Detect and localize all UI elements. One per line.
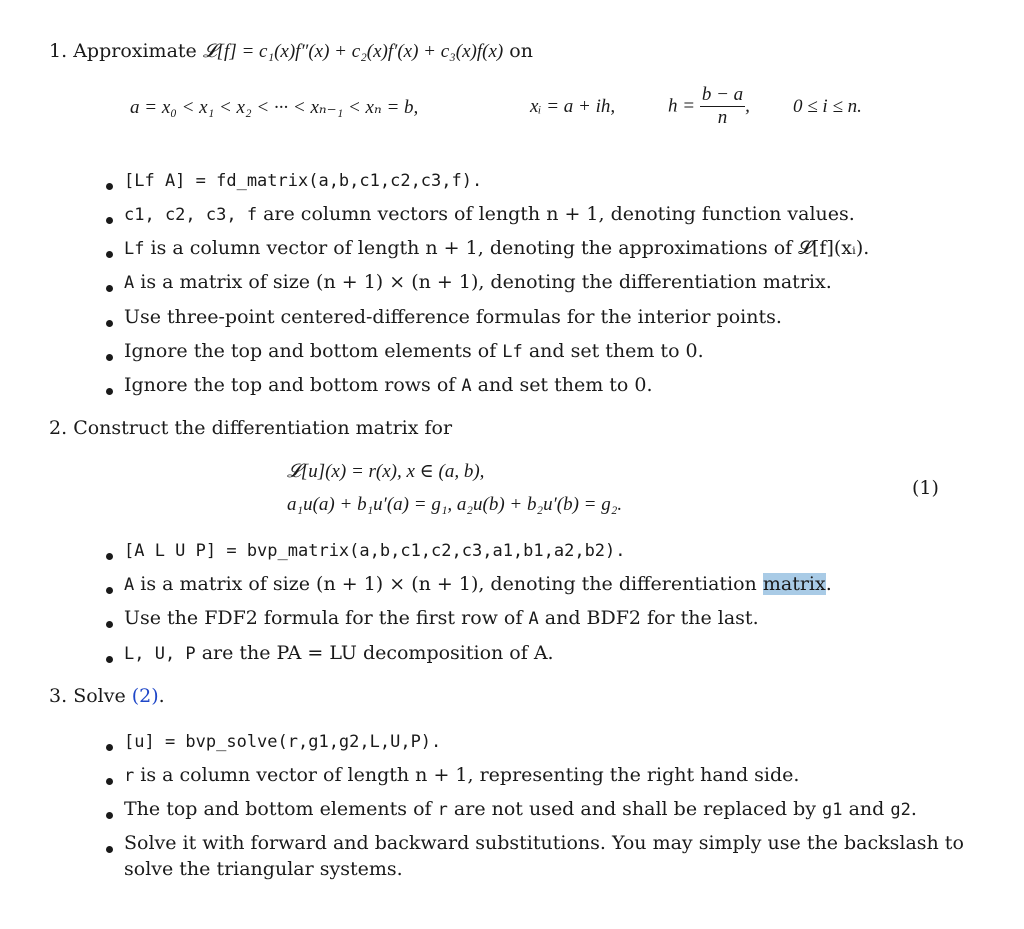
list-item <box>124 306 782 328</box>
item-text: and BDF2 for the last. <box>544 607 759 629</box>
list-item <box>124 203 855 225</box>
bvp-equation-line-2 <box>287 494 622 516</box>
equation-text: 𝓛[u](x) = r(x), x ∈ (a, b), <box>287 461 485 482</box>
h-comma: , <box>745 95 750 117</box>
list-item <box>124 237 869 259</box>
item-text: Use the FDF2 formula for the first row of <box>124 607 523 629</box>
item-text: The top and bottom elements of <box>124 798 432 820</box>
section-number: 1. <box>49 40 68 62</box>
bullet-dot <box>106 744 113 751</box>
code-inline: A <box>124 273 135 293</box>
list-item <box>124 573 832 595</box>
index-range <box>793 96 862 118</box>
list-item <box>124 271 832 293</box>
bullet-dot <box>106 656 113 663</box>
heading-text: on <box>509 40 533 62</box>
code-inline: c1, c2, c3, f <box>124 205 258 225</box>
section-1-heading <box>49 40 533 63</box>
list-item <box>124 169 482 191</box>
item-text: Use three-point centered-difference formulas for the interior points. <box>124 306 782 328</box>
bullet-dot <box>106 778 113 785</box>
code-inline: Lf <box>502 342 523 362</box>
code-inline: Lf <box>124 239 145 259</box>
list-item-continuation <box>124 858 403 880</box>
code-signature: [A L U P] = bvp_matrix(a,b,c1,c2,c3,a1,b1,a2,b2). <box>124 541 626 561</box>
bullet-dot <box>106 846 113 853</box>
bullet-dot <box>106 320 113 327</box>
item-text: . <box>910 798 917 820</box>
item-text: is a column vector of length n + 1, representing the right hand side. <box>140 764 800 786</box>
equation-text: a₁u(a) + b₁u′(a) = g₁, a₂u(b) + b₂u′(b) = g₂. <box>287 494 623 515</box>
grid-points: a = x₀ < x₁ < x₂ < ··· < xₙ₋₁ < xₙ = b, <box>130 97 419 118</box>
section-number: 2. <box>49 417 68 439</box>
list-item <box>124 798 917 820</box>
code-inline: g2 <box>890 800 911 820</box>
grid-equation <box>130 96 418 119</box>
list-item <box>124 730 441 752</box>
code-inline: r <box>437 800 448 820</box>
h-denominator: n <box>717 107 728 128</box>
item-text: Solve it with forward and backward substitutions. You may simply use the backslash to <box>124 832 964 854</box>
code-inline: L, U, P <box>124 644 196 664</box>
bullet-dot <box>106 553 113 560</box>
list-item <box>124 764 799 786</box>
heading-text: Solve <box>73 685 126 707</box>
equation-number: (1) <box>912 477 939 499</box>
operator-formula: 𝓛[f] = c₁(x)f″(x) + c₂(x)f′(x) + c₃(x)f(x) <box>202 41 504 62</box>
xi-equation <box>530 96 615 118</box>
code-signature: [Lf A] = fd_matrix(a,b,c1,c2,c3,f). <box>124 171 483 191</box>
code-inline: A <box>528 609 539 629</box>
bullet-dot <box>106 251 113 258</box>
code-inline: A <box>124 575 135 595</box>
code-signature: [u] = bvp_solve(r,g1,g2,L,U,P). <box>124 732 442 752</box>
equation-reference-link[interactable]: (2) <box>131 685 159 707</box>
item-text: Ignore the top and bottom rows of <box>124 374 456 396</box>
code-inline: A <box>461 376 472 396</box>
bullet-dot <box>106 812 113 819</box>
code-inline: g1 <box>822 800 843 820</box>
item-text: and set them to 0. <box>477 374 653 396</box>
list-item <box>124 539 626 561</box>
list-item <box>124 340 704 362</box>
item-text: and <box>848 798 885 820</box>
list-item <box>124 642 554 664</box>
bullet-dot <box>106 587 113 594</box>
h-fraction <box>700 84 745 129</box>
item-text: and set them to 0. <box>528 340 704 362</box>
section-2-heading <box>49 417 452 439</box>
heading-text: Construct the differentiation matrix for <box>73 417 453 439</box>
code-inline: r <box>124 766 135 786</box>
section-number: 3. <box>49 685 68 707</box>
item-text: is a column vector of length n + 1, denoting the approximations of 𝓛[f](xᵢ). <box>150 237 870 259</box>
item-text: are column vectors of length n + 1, denoting function values. <box>263 203 855 225</box>
section-3-heading <box>49 685 165 707</box>
index-range-text: 0 ≤ i ≤ n. <box>793 96 862 117</box>
heading-text: . <box>158 685 165 707</box>
item-text: is a matrix of size (n + 1) × (n + 1), denoting the differentiation matrix. <box>140 271 832 293</box>
bullet-dot <box>106 217 113 224</box>
list-item <box>124 607 759 629</box>
text-selection-highlight[interactable]: matrix <box>762 573 826 595</box>
heading-text: Approximate <box>73 40 197 62</box>
bvp-equation-line-1 <box>287 460 484 483</box>
bullet-dot <box>106 285 113 292</box>
item-text: is a matrix of size (n + 1) × (n + 1), denoting the differentiation <box>140 573 757 595</box>
item-text: . <box>825 573 832 595</box>
bullet-dot <box>106 621 113 628</box>
item-text: are the PA = LU decomposition of A. <box>201 642 554 664</box>
item-text: Ignore the top and bottom elements of <box>124 340 497 362</box>
h-numerator: b − a <box>701 84 744 105</box>
list-item <box>124 374 653 396</box>
bullet-dot <box>106 354 113 361</box>
h-lhs: h = <box>668 95 696 117</box>
xi-definition: xᵢ = a + ih, <box>530 96 616 117</box>
bullet-dot <box>106 388 113 395</box>
item-text: are not used and shall be replaced by <box>453 798 816 820</box>
list-item <box>124 832 964 854</box>
equation-label <box>912 477 939 499</box>
item-text: solve the triangular systems. <box>124 858 403 880</box>
h-equation <box>668 84 750 129</box>
bullet-dot <box>106 183 113 190</box>
